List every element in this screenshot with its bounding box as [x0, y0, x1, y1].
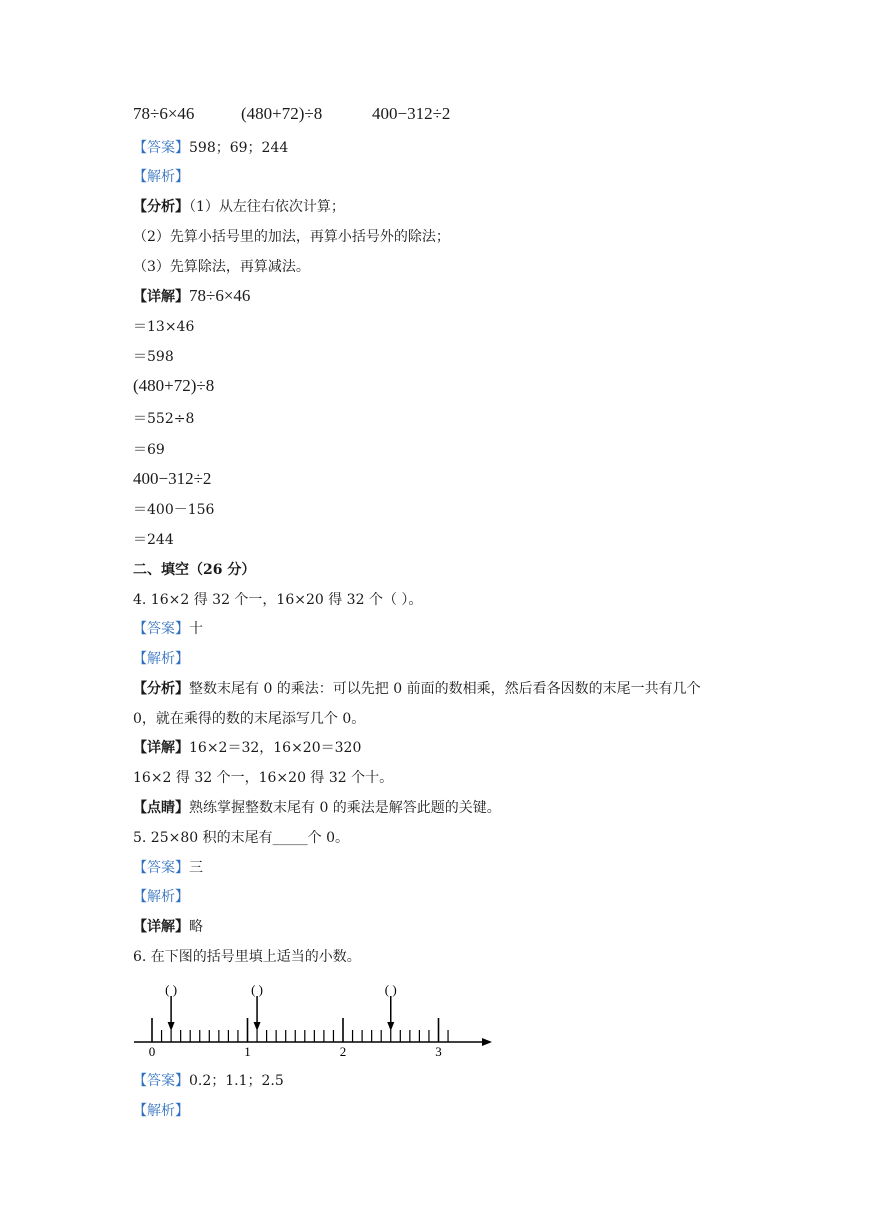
q6-answer: 0.2；1.1；2.5 [189, 1073, 284, 1089]
q3-step3b: ＝244 [133, 532, 174, 548]
number-line-ticks [152, 1018, 448, 1042]
q3-answer: 598；69；244 [189, 140, 289, 156]
q4-detail-2: 16×2 得 32 个一，16×20 得 32 个十。 [133, 770, 394, 786]
detail-label: 【详解】 [133, 740, 189, 756]
q3-fenxi-3: （3）先算除法，再算减法。 [133, 259, 310, 275]
q3-detail-line [133, 286, 250, 307]
q4-detail: 16×2＝32，16×20＝320 [189, 740, 362, 756]
analysis-label: 【解析】 [133, 889, 189, 905]
q3-answer-line [133, 138, 288, 158]
q5-question: 5. 25×80 积的末尾有_____个 0。 [133, 830, 349, 846]
q4-question: 4. 16×2 得 32 个一，16×20 得 32 个（ ）。 [133, 592, 423, 608]
section-heading: 二、填空（26 分） [133, 562, 256, 578]
tick-label: 3 [435, 1044, 442, 1059]
fenxi-label: 【分析】 [133, 199, 189, 215]
q5-detail: 略 [189, 919, 203, 935]
tick-label: 0 [148, 1044, 156, 1059]
answer-blank: ( ) [384, 982, 397, 997]
header-expression-2: (480+72)÷8 [241, 104, 323, 123]
answer-label: 【答案】 [133, 621, 189, 637]
answer-label: 【答案】 [133, 860, 189, 876]
detail-label: 【详解】 [133, 919, 189, 935]
tick-label: 2 [339, 1044, 347, 1059]
q3-fenxi-text-1: （1）从左往右依次计算； [189, 199, 345, 215]
q6-answer-line [133, 1071, 284, 1091]
answer-label: 【答案】 [133, 1073, 189, 1089]
q3-detail-expr1: 78÷6×46 [189, 286, 251, 305]
q3-expr3: 400−312÷2 [133, 469, 212, 488]
q4-fenxi-2: 0，就在乘得的数的末尾添写几个 0。 [133, 711, 366, 727]
q5-answer-line [133, 858, 203, 878]
detail-label: 【详解】 [133, 289, 189, 305]
q4-answer: 十 [189, 621, 203, 637]
number-line-arrows [165, 982, 397, 1031]
analysis-label: 【解析】 [133, 1103, 189, 1119]
pointer-arrow [251, 982, 263, 1031]
q5-answer: 三 [189, 860, 203, 876]
q3-expr2: (480+72)÷8 [133, 376, 215, 395]
q4-fenxi-text-1: 整数末尾有 0 的乘法：可以先把 0 前面的数相乘，然后看各因数的末尾一共有几个 [189, 681, 701, 697]
number-line-labels [149, 1044, 442, 1059]
analysis-label: 【解析】 [133, 169, 189, 185]
q4-answer-line [133, 619, 203, 639]
q3-step2b: ＝69 [133, 442, 165, 458]
header-expression-3: 400−312÷2 [372, 104, 451, 123]
q4-detail-line [133, 738, 361, 758]
fenxi-label: 【分析】 [133, 681, 189, 697]
q3-step2a: ＝552÷8 [133, 411, 195, 427]
q5-detail-line [133, 917, 203, 937]
number-line-arrowhead [482, 1038, 492, 1046]
q4-dianjing: 熟练掌握整数末尾有 0 的乘法是解答此题的关键。 [189, 800, 501, 816]
number-line-figure [130, 978, 500, 1060]
q3-step3a: ＝400－156 [133, 502, 215, 518]
answer-blank: ( ) [251, 982, 264, 997]
q3-step1b: ＝598 [133, 349, 174, 365]
answer-blank: ( ) [165, 982, 178, 997]
q6-question: 6. 在下图的括号里填上适当的小数。 [133, 949, 361, 965]
dianjing-label: 【点睛】 [133, 800, 189, 816]
q3-step1a: ＝13×46 [133, 319, 195, 335]
q3-fenxi-1 [133, 197, 345, 217]
answer-label: 【答案】 [133, 140, 189, 156]
header-expression-1: 78÷6×46 [133, 104, 195, 123]
analysis-label: 【解析】 [133, 651, 189, 667]
q3-fenxi-2: （2）先算小括号里的加法，再算小括号外的除法； [133, 229, 450, 245]
q4-dianjing-line [133, 798, 501, 818]
tick-label: 1 [244, 1044, 251, 1059]
pointer-arrow [165, 982, 177, 1031]
q4-fenxi-1 [133, 679, 701, 699]
pointer-arrow [385, 982, 397, 1031]
